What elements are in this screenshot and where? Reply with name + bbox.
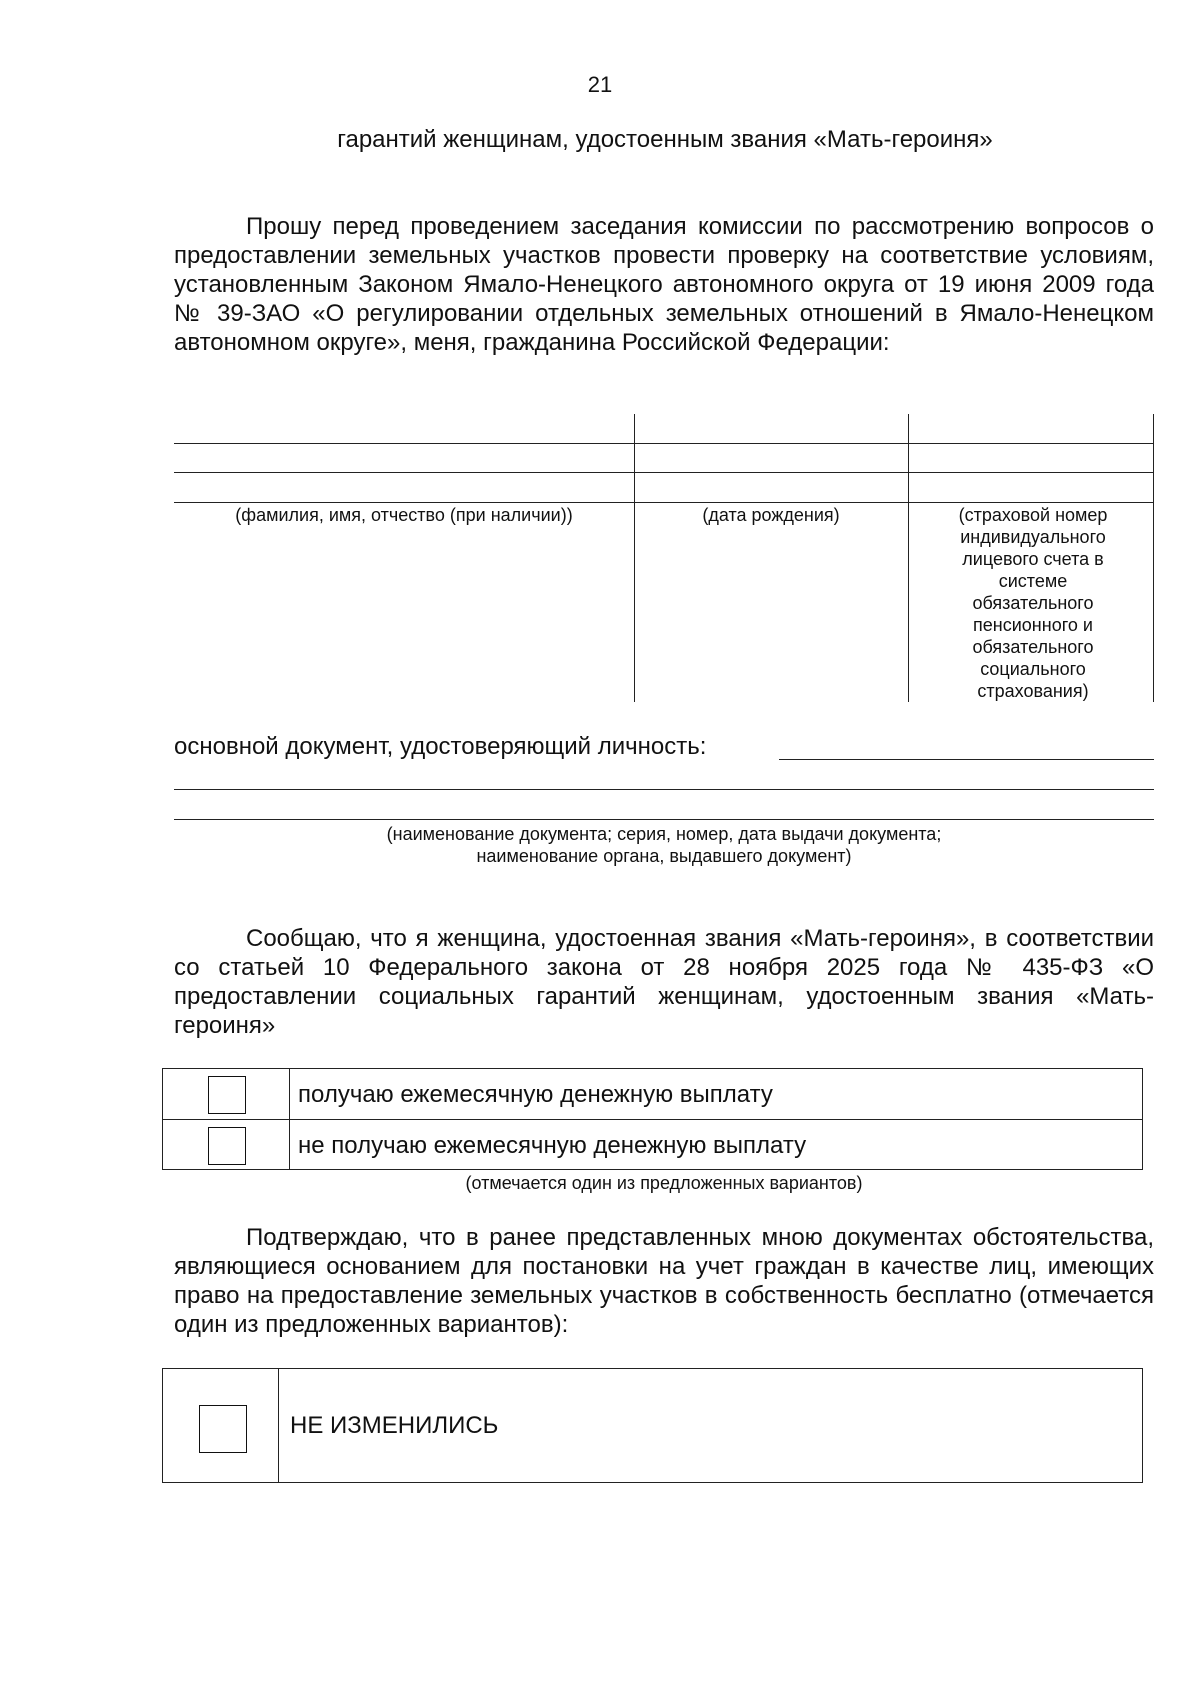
identity-doc-caption bbox=[174, 823, 1154, 867]
table-divider bbox=[908, 414, 909, 702]
fio-line-3[interactable] bbox=[174, 502, 1154, 503]
payment-option-1-checkbox[interactable] bbox=[208, 1076, 246, 1114]
payment-option-2-checkbox[interactable] bbox=[208, 1127, 246, 1165]
form-heading: гарантий женщинам, удостоенным звания «Мать-героиня» bbox=[337, 126, 993, 153]
caption-snils: (страховой номер индивидуального лицевого счета в системе обязательного пенсионного и обязательного социального страхования) bbox=[958, 505, 1108, 701]
circumstance-table-col-divider bbox=[278, 1368, 279, 1483]
confirm-paragraph-text: Подтверждаю, что в ранее представленных мною документах обстоятельства, являющиеся основанием для постановки на учет граждан в качестве лиц, имеющих право на предоставление земельных участков в собственность бесплатно (отмечается один из предложенных вариантов): bbox=[174, 1224, 1154, 1338]
table-divider bbox=[1153, 414, 1154, 702]
payment-options-note: (отмечается один из предложенных вариантов) bbox=[465, 1173, 863, 1193]
confirm-paragraph bbox=[174, 1223, 1154, 1339]
request-paragraph-text: Прошу перед проведением заседания комиссии по рассмотрению вопросов о предоставлении земельных участков провести проверку на соответствие условиям, установленным Законом Ямало-Ненецкого автономного округа от 19 июня 2009 года № 39-ЗАО «О регулировании отдельных земельных отношений в Ямало-Ненецком автономном округе», меня, гражданина Российской Федерации: bbox=[174, 213, 1154, 356]
fio-line-2[interactable] bbox=[174, 472, 1154, 473]
payment-table-col-divider bbox=[289, 1068, 290, 1170]
identity-doc-caption-line-2: наименование органа, выдавшего документ) bbox=[476, 846, 852, 866]
identity-doc-line-3[interactable] bbox=[174, 819, 1154, 820]
payment-option-2-label: не получаю ежемесячную денежную выплату bbox=[298, 1132, 807, 1159]
payment-option-1-label: получаю ежемесячную денежную выплату bbox=[298, 1081, 773, 1108]
request-paragraph bbox=[174, 212, 1154, 357]
statement-paragraph-text: Сообщаю, что я женщина, удостоенная звания «Мать-героиня», в соответствии со статьей 10 Федерального закона от 28 ноября 2025 года № 435-ФЗ «О предоставлении социальных гарантий женщинам, удостоенным звания «Мать-героиня» bbox=[174, 925, 1154, 1039]
fio-line-1[interactable] bbox=[174, 443, 1154, 444]
payment-table-row-divider bbox=[162, 1119, 1143, 1120]
identity-doc-line-2[interactable] bbox=[174, 789, 1154, 790]
caption-fio: (фамилия, имя, отчество (при наличии)) bbox=[235, 505, 573, 525]
circumstance-option-1-checkbox[interactable] bbox=[199, 1405, 247, 1453]
circumstance-option-1-label: НЕ ИЗМЕНИЛИСЬ bbox=[290, 1412, 499, 1439]
page-number: 21 bbox=[587, 72, 613, 97]
identity-doc-line-1[interactable] bbox=[779, 759, 1154, 760]
table-divider bbox=[634, 414, 635, 702]
identity-doc-caption-line-1: (наименование документа; серия, номер, дата выдачи документа; bbox=[386, 824, 942, 844]
caption-birth-date: (дата рождения) bbox=[702, 505, 840, 525]
statement-paragraph bbox=[174, 924, 1154, 1040]
identity-doc-label: основной документ, удостоверяющий личность: bbox=[174, 733, 707, 760]
